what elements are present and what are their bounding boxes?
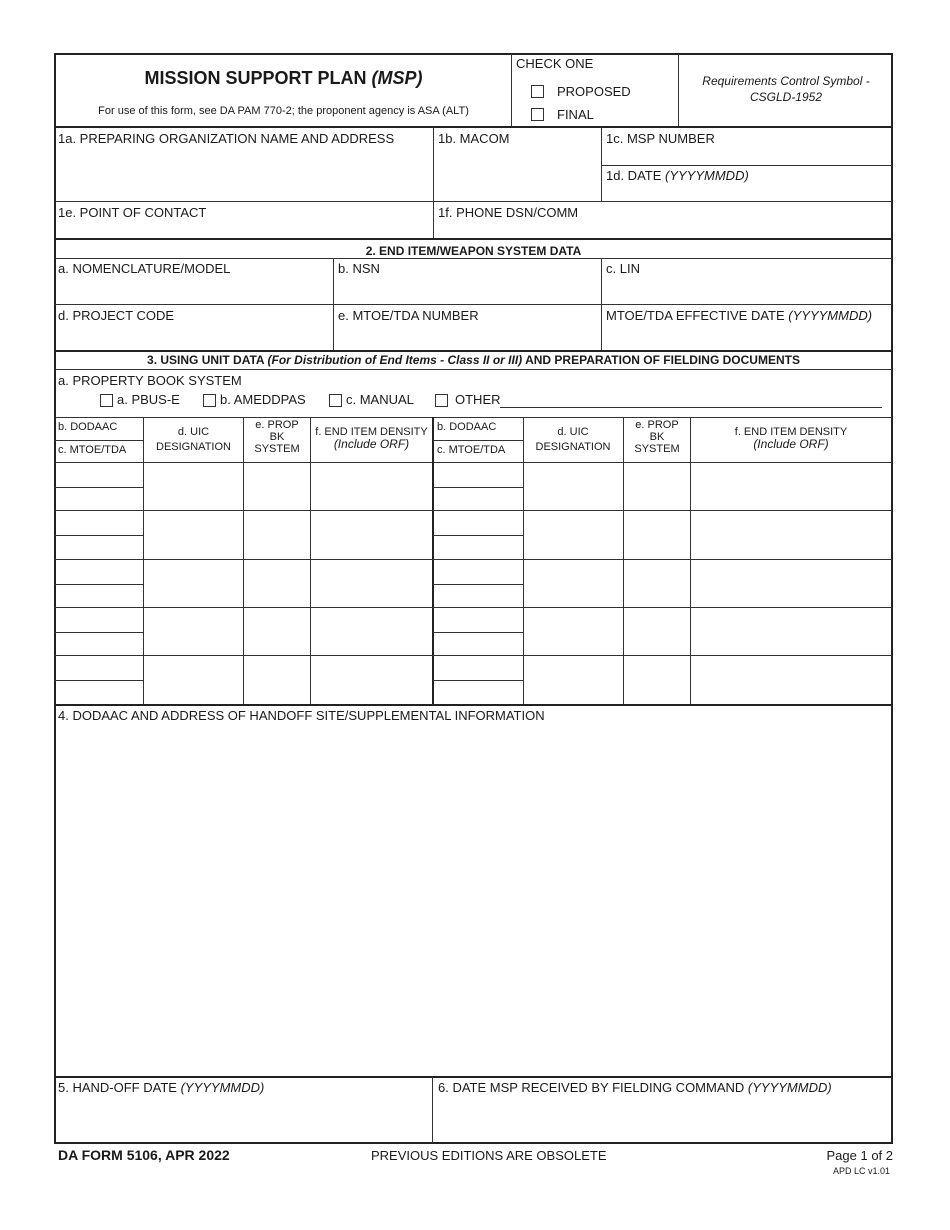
table-row[interactable]	[434, 608, 891, 654]
form-title-text: MISSION SUPPORT PLAN	[144, 68, 367, 88]
table-row[interactable]	[434, 463, 891, 509]
form-subtitle: For use of this form, see DA PAM 770-2; the proponent agency is ASA (ALT)	[98, 105, 469, 117]
mtoe-number-field[interactable]	[335, 325, 599, 348]
table-row[interactable]	[56, 656, 432, 703]
section-4-title: 4. DODAAC AND ADDRESS OF HANDOFF SITE/SUPPLEMENTAL INFORMATION	[58, 708, 545, 723]
col-mtoe-right: c. MTOE/TDA	[437, 444, 506, 456]
received-date-label	[438, 1080, 832, 1095]
pbus-checkbox[interactable]	[100, 394, 113, 407]
col-uic-left-2: DESIGNATION	[156, 441, 231, 453]
col-prop-right-3: SYSTEM	[634, 443, 680, 455]
col-uic-left-1: d. UIC	[177, 426, 210, 438]
amed-checkbox[interactable]	[203, 394, 216, 407]
msp-number-label: 1c. MSP NUMBER	[606, 131, 715, 146]
other-input-line	[500, 407, 882, 408]
prep-org-field[interactable]	[56, 148, 432, 200]
handoff-date-field[interactable]	[56, 1098, 430, 1142]
form-title-abbr: (MSP)	[371, 68, 423, 88]
handoff-date-format: (YYYYMMDD)	[180, 1080, 265, 1095]
table-row[interactable]	[56, 608, 432, 654]
handoff-date-text: 5. HAND-OFF DATE	[58, 1080, 177, 1095]
other-label: OTHER	[455, 392, 501, 407]
col-density-right	[691, 426, 891, 450]
col-uic-left	[144, 426, 243, 453]
rcs-line-2: CSGLD-1952	[749, 90, 823, 104]
col-density-left	[311, 426, 432, 450]
col-uic-right-2: DESIGNATION	[535, 441, 611, 453]
handoff-site-textarea[interactable]	[56, 726, 891, 1074]
col-prop-left-3: SYSTEM	[254, 443, 300, 455]
form-number: DA FORM 5106, APR 2022	[58, 1147, 230, 1163]
other-input[interactable]	[500, 392, 882, 407]
table-row[interactable]	[56, 511, 432, 558]
project-code-field[interactable]	[56, 325, 331, 348]
date-label-text: 1d. DATE	[606, 168, 662, 183]
version-label: APD LC v1.01	[832, 1166, 890, 1176]
rcs-line-1: Requirements Control Symbol -	[702, 74, 870, 88]
date-field[interactable]	[603, 184, 891, 200]
final-checkbox[interactable]	[531, 108, 544, 121]
project-code-label: d. PROJECT CODE	[58, 308, 175, 323]
col-uic-right	[523, 426, 623, 453]
col-prop-left-2: BK	[269, 431, 285, 443]
table-row[interactable]	[434, 560, 891, 606]
section-3-title-a: 3. USING UNIT DATA	[147, 353, 265, 367]
phone-field[interactable]	[435, 220, 890, 237]
check-one-label: CHECK ONE	[516, 56, 594, 71]
section-3-title-c: AND PREPARATION OF FIELDING DOCUMENTS	[525, 353, 800, 367]
col-prop-right-2: BK	[649, 431, 665, 443]
prep-org-label: 1a. PREPARING ORGANIZATION NAME AND ADDRESS	[58, 131, 395, 146]
date-format: (YYYYMMDD)	[665, 168, 749, 183]
form-title	[56, 68, 511, 89]
col-prop-right-1: e. PROP	[635, 419, 679, 431]
col-prop-left-1: e. PROP	[255, 419, 299, 431]
section-3-title-b: (For Distribution of End Items - Class II or III)	[267, 353, 523, 367]
col-dodaac-left: b. DODAAC	[58, 421, 118, 433]
mtoe-eff-date-label	[606, 308, 872, 323]
lin-field[interactable]	[603, 278, 891, 303]
nsn-field[interactable]	[335, 278, 599, 303]
page-number: Page 1 of 2	[826, 1148, 893, 1163]
received-date-field[interactable]	[435, 1098, 891, 1142]
manual-label: c. MANUAL	[346, 392, 414, 407]
nomenclature-label: a. NOMENCLATURE/MODEL	[58, 261, 231, 276]
mtoe-eff-date-format: (YYYYMMDD)	[788, 308, 873, 323]
received-date-format: (YYYYMMDD)	[747, 1080, 832, 1095]
macom-label: 1b. MACOM	[438, 131, 510, 146]
manual-checkbox[interactable]	[329, 394, 342, 407]
obsolete-notice: PREVIOUS EDITIONS ARE OBSOLETE	[371, 1148, 607, 1163]
col-uic-right-1: d. UIC	[557, 426, 589, 438]
poc-field[interactable]	[56, 220, 432, 237]
phone-label: 1f. PHONE DSN/COMM	[438, 205, 579, 220]
pbus-label: a. PBUS-E	[117, 392, 180, 407]
table-row[interactable]	[434, 656, 891, 703]
lin-label: c. LIN	[606, 261, 640, 276]
received-date-text: 6. DATE MSP RECEIVED BY FIELDING COMMAND	[438, 1080, 745, 1095]
proposed-checkbox[interactable]	[531, 85, 544, 98]
poc-label: 1e. POINT OF CONTACT	[58, 205, 207, 220]
amed-label: b. AMEDDPAS	[220, 392, 306, 407]
col-mtoe-left: c. MTOE/TDA	[58, 444, 127, 456]
property-book-label: a. PROPERTY BOOK SYSTEM	[58, 373, 242, 388]
nomenclature-field[interactable]	[56, 278, 331, 303]
section-2-title: 2. END ITEM/WEAPON SYSTEM DATA	[365, 244, 582, 258]
handoff-date-label	[58, 1080, 264, 1095]
date-label	[606, 168, 749, 183]
nsn-label: b. NSN	[338, 261, 380, 276]
mtoe-number-label: e. MTOE/TDA NUMBER	[338, 308, 479, 323]
table-row[interactable]	[56, 463, 432, 509]
col-prop-left	[244, 419, 310, 455]
table-row[interactable]	[56, 560, 432, 606]
col-density-right-1: f. END ITEM DENSITY	[734, 426, 848, 438]
mtoe-eff-date-field[interactable]	[603, 325, 891, 348]
col-density-left-2: (Include ORF)	[333, 437, 410, 451]
table-row[interactable]	[434, 511, 891, 558]
col-dodaac-right: b. DODAAC	[437, 421, 497, 433]
section-3-title	[55, 353, 892, 367]
msp-number-field[interactable]	[603, 148, 891, 164]
col-density-left-1: f. END ITEM DENSITY	[315, 426, 428, 438]
col-prop-right	[624, 419, 690, 455]
proposed-label: PROPOSED	[557, 84, 631, 99]
final-label: FINAL	[557, 107, 594, 122]
mtoe-eff-date-text: MTOE/TDA EFFECTIVE DATE	[606, 308, 785, 323]
macom-field[interactable]	[435, 148, 600, 200]
col-density-right-2: (Include ORF)	[753, 437, 829, 451]
other-checkbox[interactable]	[435, 394, 448, 407]
